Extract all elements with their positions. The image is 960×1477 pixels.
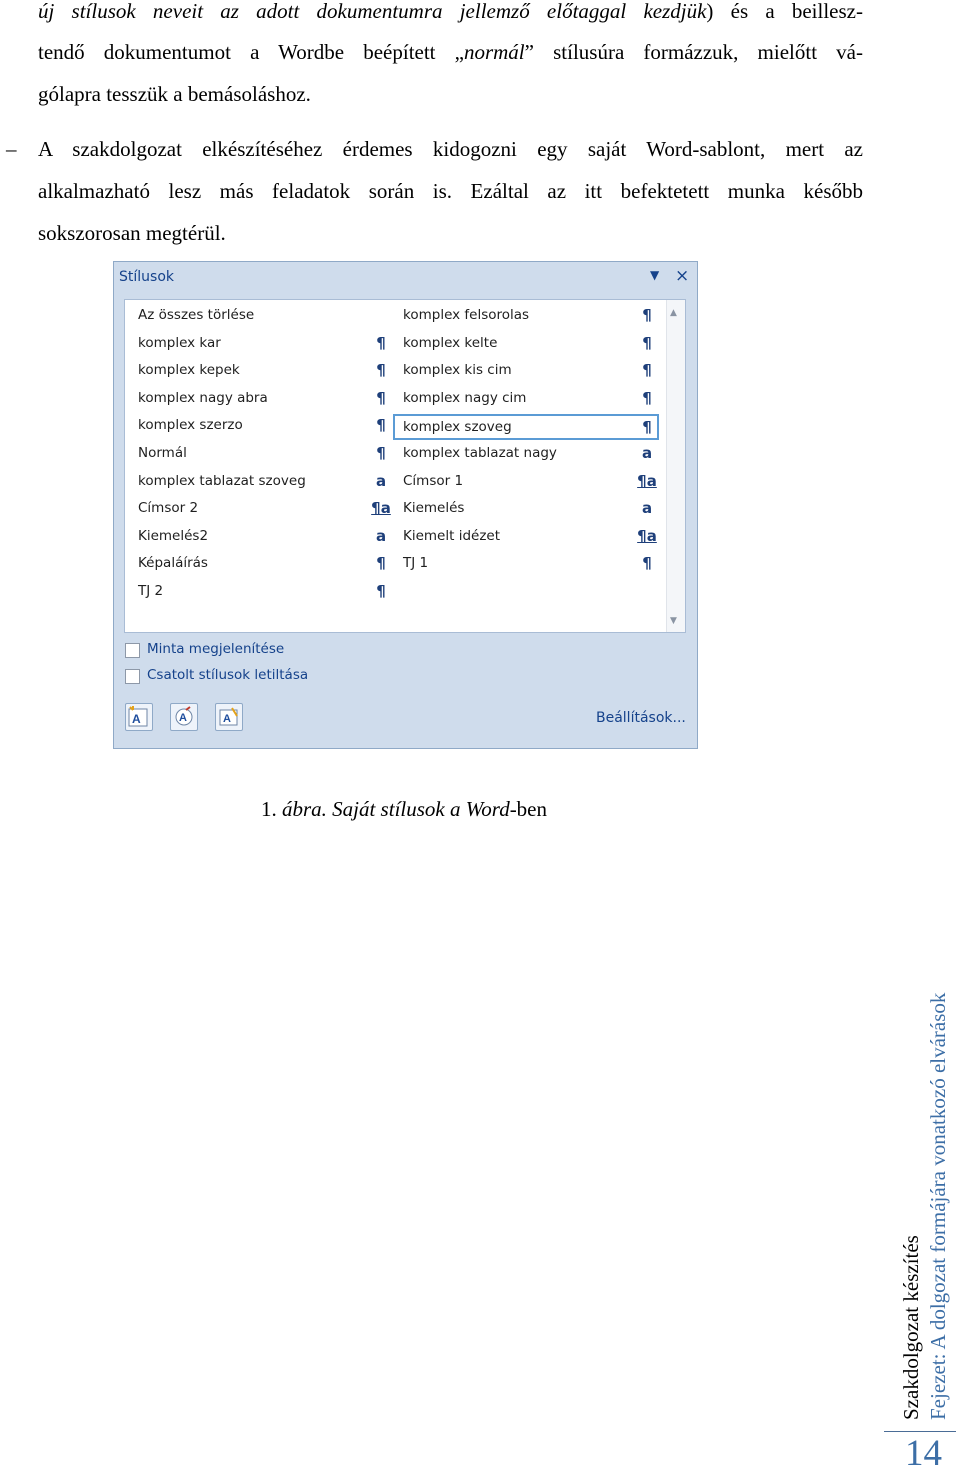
options-link[interactable]: Beállítások... — [596, 710, 686, 726]
style-item[interactable]: komplex tablazat nagy — [403, 445, 557, 461]
paragraph-mark-icon: ¶ — [376, 554, 386, 572]
svg-text:A: A — [132, 712, 141, 726]
disable-linked-checkbox-label: Csatolt stílusok letiltása — [147, 667, 309, 683]
style-item-selected[interactable]: komplex szoveg — [403, 419, 512, 435]
style-item[interactable]: Normál — [138, 445, 187, 461]
preview-checkbox[interactable] — [125, 643, 140, 658]
p1-line-2: tendő dokumentumot a Wordbe beépített „normál” stílusúra formázzuk, mielőtt vá- — [38, 40, 863, 64]
linked-mark-icon: ¶a — [637, 527, 657, 545]
style-inspector-button[interactable] — [170, 703, 198, 731]
style-item[interactable]: TJ 1 — [403, 555, 429, 571]
styles-list — [124, 299, 686, 633]
p2-line-1: A szakdolgozat elkészítéséhez érdemes kidogozni egy saját Word-sablont, mert az — [38, 137, 863, 161]
style-item[interactable]: komplex nagy abra — [138, 390, 268, 406]
character-mark-icon: a — [641, 444, 653, 462]
linked-mark-icon: ¶a — [637, 472, 657, 490]
new-style-button[interactable] — [125, 703, 153, 731]
style-item[interactable]: komplex kar — [138, 335, 221, 351]
style-inspector-icon — [171, 704, 197, 730]
new-style-icon — [126, 704, 152, 730]
manage-styles-icon — [216, 704, 242, 730]
manage-styles-button[interactable] — [215, 703, 243, 731]
scroll-up-icon[interactable]: ▲ — [670, 308, 677, 318]
svg-text:A: A — [223, 713, 231, 725]
style-item[interactable]: Kiemelés2 — [138, 528, 209, 544]
svg-text:A: A — [179, 712, 187, 724]
scroll-down-icon[interactable]: ▼ — [670, 616, 677, 626]
figure-caption: 1. ábra. Saját stílusok a Word-ben — [260, 797, 548, 821]
style-item[interactable]: Kiemelt idézet — [403, 528, 501, 544]
styles-pane — [113, 261, 698, 749]
style-item[interactable]: komplex kis cim — [403, 362, 512, 378]
linked-mark-icon: ¶a — [371, 499, 391, 517]
paragraph-mark-icon: ¶ — [376, 389, 386, 407]
paragraph-mark-icon: ¶ — [376, 444, 386, 462]
style-item[interactable]: TJ 2 — [138, 583, 164, 599]
page-number: 14 — [905, 1433, 942, 1474]
paragraph-mark-icon: ¶ — [642, 389, 652, 407]
chapter-title: Fejezet: A dolgozat formájára vonatkozó elvárások — [926, 992, 950, 1420]
style-item[interactable]: Címsor 1 — [403, 473, 464, 489]
style-item[interactable]: komplex tablazat szoveg — [138, 473, 306, 489]
paragraph-mark-icon: ¶ — [642, 361, 652, 379]
paragraph-mark-icon: ¶ — [642, 306, 652, 324]
style-item[interactable]: Az összes törlése — [138, 307, 255, 323]
paragraph-mark-icon: ¶ — [376, 361, 386, 379]
paragraph-mark-icon: ¶ — [642, 554, 652, 572]
list-dash: – — [6, 137, 17, 161]
style-item[interactable]: komplex felsorolas — [403, 307, 530, 323]
pane-dropdown-icon[interactable]: ▼ — [650, 268, 660, 282]
paragraph-mark-icon: ¶ — [376, 334, 386, 352]
close-icon[interactable]: × — [675, 266, 690, 286]
paragraph-mark-icon: ¶ — [642, 334, 652, 352]
style-item[interactable]: Képaláírás — [138, 555, 208, 571]
style-item[interactable]: komplex nagy cim — [403, 390, 527, 406]
disable-linked-checkbox[interactable] — [125, 669, 140, 684]
character-mark-icon: a — [375, 472, 387, 490]
paragraph-mark-icon: ¶ — [376, 416, 386, 434]
style-item[interactable]: Kiemelés — [403, 500, 465, 516]
style-item[interactable]: komplex kelte — [403, 335, 498, 351]
p2-line-2: alkalmazható lesz más feladatok során is. Ezáltal az itt befektetett munka később — [38, 179, 863, 203]
style-item[interactable]: komplex szerzo — [138, 417, 243, 433]
style-item[interactable]: Címsor 2 — [138, 500, 199, 516]
p2-line-3: sokszorosan megtérül. — [38, 221, 226, 245]
p1-line-3: gólapra tesszük a bemásoláshoz. — [38, 82, 311, 106]
character-mark-icon: a — [641, 499, 653, 517]
paragraph-mark-icon: ¶ — [376, 582, 386, 600]
p1-line-1: új stílusok neveit az adott dokumentumra jellemző előtaggal kezdjük) és a beillesz- — [38, 0, 863, 23]
style-item[interactable]: komplex kepek — [138, 362, 240, 378]
character-mark-icon: a — [375, 527, 387, 545]
book-title: Szakdolgozat készítés — [899, 1235, 923, 1420]
vertical-scrollbar[interactable] — [666, 300, 685, 632]
paragraph-mark-icon: ¶ — [642, 418, 652, 436]
pane-title: Stílusok — [119, 269, 174, 285]
preview-checkbox-label: Minta megjelenítése — [147, 641, 285, 657]
